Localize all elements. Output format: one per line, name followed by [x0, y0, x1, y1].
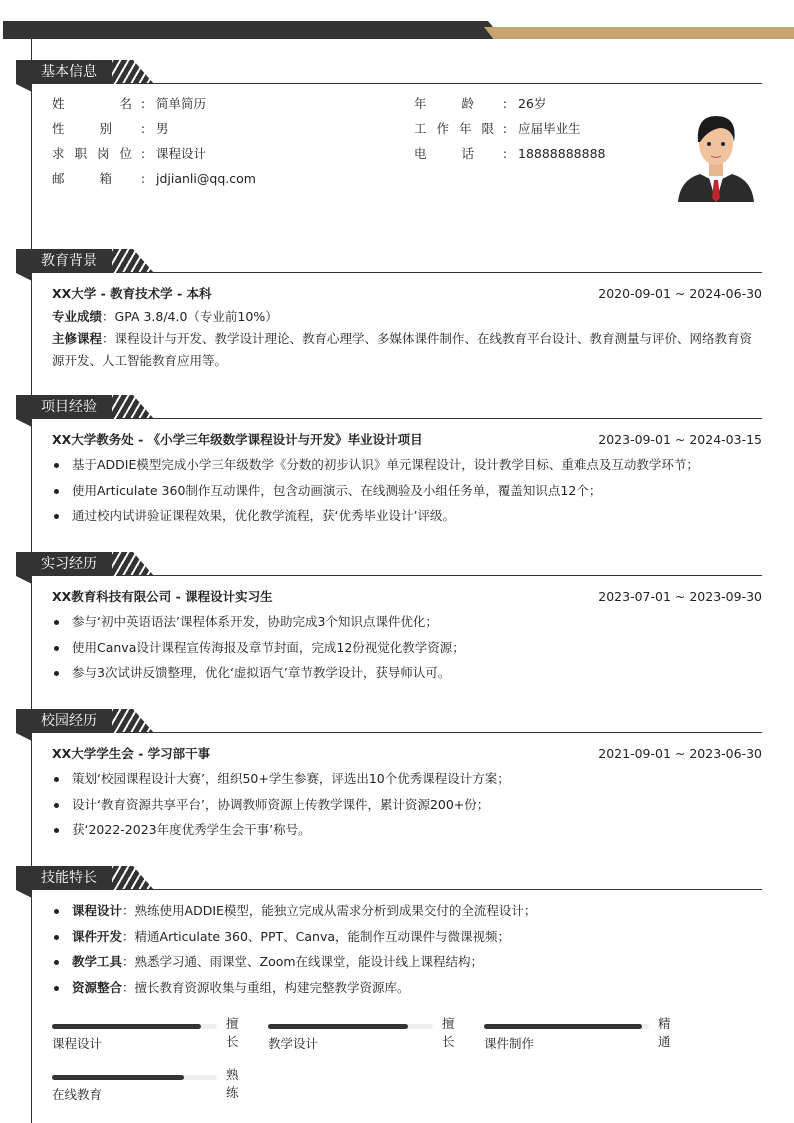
- skill-text: ：擅长教育资源收集与重组，构建完整教学资源库。: [122, 979, 410, 995]
- skill-name: 教学设计: [268, 1036, 319, 1051]
- gpa-value: ：GPA 3.8/4.0（专业前10%）: [102, 309, 278, 324]
- skill-text: ：精通Articulate 360、PPT、Canva，能制作互动课件与微课视频；: [122, 928, 511, 944]
- section-header: [16, 552, 762, 576]
- courses-label: 主修课程: [52, 331, 103, 346]
- label: 电: [414, 146, 427, 161]
- section-campus: [16, 709, 762, 843]
- list-item: [52, 898, 762, 924]
- colon: :: [140, 171, 146, 186]
- internship-title: XX教育科技有限公司 - 课程设计实习生: [52, 589, 273, 604]
- colon: :: [502, 146, 508, 161]
- avatar-photo: [670, 102, 762, 202]
- divider: [116, 272, 762, 273]
- skill-label: 资源整合: [72, 979, 123, 995]
- list-item: 设计‘教育资源共享平台’，协调教师资源上传教学课件，累计资源200+份；: [52, 792, 762, 818]
- education-title: XX大学 - 教育技术学 - 本科: [52, 286, 212, 301]
- section-skills: [16, 866, 762, 1100]
- label: 职: [74, 146, 87, 161]
- education-date: 2020-09-01 ~ 2024-06-30: [598, 286, 762, 301]
- skill-level: 精通: [658, 1016, 671, 1049]
- list-item: 参与‘初中英语语法’课程体系开发，协助完成3个知识点课件优化；: [52, 609, 762, 635]
- gpa-label: 专业成绩: [52, 309, 103, 324]
- skill-level: 擅长: [442, 1016, 455, 1049]
- colon: :: [140, 96, 146, 111]
- bar-fill: [52, 1075, 184, 1080]
- section-header: [16, 866, 762, 890]
- value: jdjianli@qq.com: [156, 171, 256, 186]
- colon: :: [140, 146, 146, 161]
- section-header: [16, 60, 762, 84]
- label: 性: [52, 121, 65, 136]
- field-email: [52, 166, 256, 191]
- skill-level: 擅长: [226, 1016, 239, 1049]
- bar-track: [484, 1024, 649, 1029]
- bar-fill: [484, 1024, 642, 1029]
- label: 年: [458, 121, 472, 136]
- section-title: 项目经验: [16, 395, 116, 419]
- list-item: 获‘2022-2023年度优秀学生会干事’称号。: [52, 817, 762, 843]
- header-gold-bar: [484, 27, 794, 39]
- value: 男: [156, 121, 169, 136]
- skill-label: 教学工具: [72, 954, 123, 969]
- bar-fill: [52, 1024, 201, 1029]
- section-title: 校园经历: [16, 709, 116, 733]
- label: 位: [119, 146, 132, 161]
- field-work-years: [414, 116, 581, 141]
- internship-date: 2023-07-01 ~ 2023-09-30: [598, 589, 762, 604]
- section-header: [16, 709, 762, 733]
- skill-level: 熟练: [226, 1067, 239, 1100]
- label: 话: [461, 146, 474, 161]
- bar-track: [52, 1024, 217, 1029]
- list-item: 使用Articulate 360制作互动课件，包含动画演示、在线测验及小组任务单，覆盖知识点12个；: [52, 478, 762, 504]
- section-title: 教育背景: [16, 249, 116, 273]
- section-basic-info: [16, 60, 762, 209]
- label: 年: [414, 96, 427, 111]
- list-item: 策划‘校园课程设计大赛’，组织50+学生参赛，评选出10个优秀课程设计方案；: [52, 766, 762, 792]
- stripe-decoration: [112, 709, 154, 733]
- label: 邮: [52, 171, 65, 186]
- value: 应届毕业生: [518, 121, 581, 136]
- colon: :: [502, 96, 508, 111]
- stripe-decoration: [112, 395, 154, 419]
- field-name: [52, 91, 206, 116]
- skill-name: 课程设计: [52, 1036, 103, 1051]
- label: 姓: [52, 96, 65, 111]
- section-header: [16, 249, 762, 273]
- field-phone: [414, 141, 605, 166]
- value: 18888888888: [518, 146, 606, 161]
- skill-label: 课件开发: [72, 928, 123, 944]
- list-item: 参与3次试讲反馈整理，优化‘虚拟语气’章节教学设计，获导师认可。: [52, 660, 762, 686]
- skill-label: 课程设计: [72, 903, 123, 918]
- bar-fill: [268, 1024, 408, 1029]
- divider: [116, 889, 762, 890]
- section-internship: [16, 552, 762, 686]
- gpa: [52, 306, 762, 328]
- list-item: [52, 949, 762, 975]
- bar-track: [268, 1024, 433, 1029]
- skill-bars: [52, 1010, 762, 1100]
- bar-track: [52, 1075, 217, 1080]
- label: 箱: [99, 171, 112, 186]
- project-date: 2023-09-01 ~ 2024-03-15: [598, 432, 762, 447]
- section-title: 技能特长: [16, 866, 116, 890]
- stripe-decoration: [112, 249, 154, 273]
- section-title: 实习经历: [16, 552, 116, 576]
- list-item: [52, 975, 762, 1001]
- field-age: [414, 91, 546, 116]
- fold-decoration: [16, 890, 32, 898]
- label: 名: [119, 96, 132, 111]
- basic-info: [16, 84, 762, 209]
- label: 工: [414, 121, 427, 136]
- colon: :: [502, 121, 508, 136]
- value: 简单简历: [156, 96, 207, 111]
- divider: [116, 418, 762, 419]
- label: 别: [99, 121, 112, 136]
- field-gender: [52, 116, 169, 141]
- divider: [116, 575, 762, 576]
- label: 作: [436, 121, 449, 136]
- skill-name: 课件制作: [484, 1036, 535, 1051]
- campus-title: XX大学学生会 - 学习部干事: [52, 746, 211, 761]
- section-education: [16, 249, 762, 372]
- section-header: [16, 395, 762, 419]
- list-item: 基于ADDIE模型完成小学三年级数学《分数的初步认识》单元课程设计，设计教学目标、重难点及互动教学环节；: [52, 452, 762, 478]
- section-title: 基本信息: [16, 60, 116, 84]
- value: 课程设计: [156, 146, 207, 161]
- label: 限: [481, 121, 494, 136]
- header-dark-bar: [3, 21, 503, 39]
- stripe-decoration: [112, 552, 154, 576]
- project-title: XX大学教务处 - 《小学三年级数学课程设计与开发》毕业设计项目: [52, 432, 423, 447]
- skill-name: 在线教育: [52, 1087, 103, 1102]
- label: 龄: [461, 96, 474, 111]
- skill-text: ：熟练使用ADDIE模型，能独立完成从需求分析到成果交付的全流程设计；: [122, 903, 537, 918]
- fold-decoration: [16, 273, 32, 281]
- section-project: [16, 395, 762, 529]
- label: 求: [52, 146, 65, 161]
- field-job: [52, 141, 206, 166]
- skill-text: ：熟悉学习通、雨课堂、Zoom在线课堂，能设计线上课程结构；: [122, 954, 484, 969]
- colon: :: [140, 121, 146, 136]
- fold-decoration: [16, 733, 32, 741]
- stripe-decoration: [112, 866, 154, 890]
- fold-decoration: [16, 576, 32, 584]
- list-item: 使用Canva设计课程宣传海报及章节封面，完成12份视觉化教学资源；: [52, 635, 762, 661]
- value: 26岁: [518, 96, 547, 111]
- fold-decoration: [16, 419, 32, 427]
- divider: [116, 732, 762, 733]
- stripe-decoration: [112, 60, 154, 84]
- courses-value: ：课程设计与开发、教学设计理论、教育心理学、多媒体课件制作、在线教育平台设计、教育测量与评价、网络教育资源开发、人工智能教育应用等。: [52, 331, 753, 368]
- label: 岗: [96, 146, 110, 161]
- campus-date: 2021-09-01 ~ 2023-06-30: [598, 746, 762, 761]
- list-item: 通过校内试讲验证课程效果，优化教学流程，获‘优秀毕业设计’评级。: [52, 503, 762, 529]
- courses: [52, 328, 762, 372]
- list-item: [52, 924, 762, 950]
